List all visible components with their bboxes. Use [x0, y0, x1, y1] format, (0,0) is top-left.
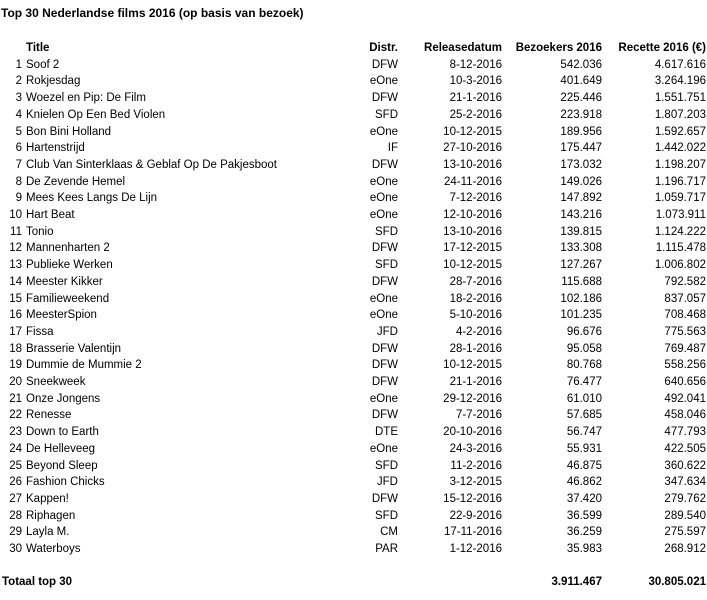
- row-title: Mannenharten 2: [26, 242, 110, 255]
- row-distributor: DTE: [375, 426, 398, 439]
- row-release-date: 25-2-2016: [449, 108, 502, 121]
- row-distributor: DFW: [371, 242, 398, 255]
- total-revenue: 30.805.021: [648, 575, 706, 588]
- row-revenue: 837.057: [664, 292, 706, 305]
- row-title: Fissa: [26, 325, 54, 338]
- table-row: [0, 541, 706, 558]
- row-revenue: 458.046: [664, 409, 706, 422]
- row-title: Dummie de Mummie 2: [26, 359, 142, 372]
- row-rank: 28: [9, 509, 22, 522]
- row-visitors: 127.267: [560, 259, 602, 272]
- row-release-date: 24-3-2016: [449, 442, 502, 455]
- row-title: Layla M.: [26, 526, 70, 539]
- row-title: Fashion Chicks: [26, 476, 105, 489]
- row-release-date: 18-2-2016: [449, 292, 502, 305]
- row-release-date: 10-12-2015: [443, 359, 502, 372]
- table-row: [0, 274, 706, 291]
- row-visitors: 35.983: [566, 543, 602, 556]
- row-rank: 18: [9, 342, 22, 355]
- table-row: [0, 207, 706, 224]
- row-distributor: eOne: [369, 125, 398, 138]
- row-title: Onze Jongens: [26, 392, 101, 405]
- row-rank: 14: [9, 275, 22, 288]
- row-rank: 3: [15, 92, 22, 105]
- row-release-date: 20-10-2016: [443, 426, 502, 439]
- row-release-date: 10-12-2015: [443, 125, 502, 138]
- row-title: Down to Earth: [26, 426, 99, 439]
- row-revenue: 792.582: [664, 275, 706, 288]
- header-visitors: Bezoekers 2016: [515, 42, 602, 54]
- row-visitors: 401.649: [560, 75, 602, 88]
- row-rank: 22: [9, 409, 22, 422]
- row-title: Rokjesdag: [26, 75, 81, 88]
- row-title: Familieweekend: [26, 292, 110, 305]
- row-distributor: eOne: [369, 292, 398, 305]
- row-release-date: 24-11-2016: [444, 175, 502, 188]
- table-row: [0, 524, 706, 541]
- row-rank: 6: [15, 142, 22, 155]
- row-distributor: eOne: [369, 209, 398, 222]
- row-revenue: 1.807.203: [654, 108, 706, 121]
- table-row: [0, 157, 706, 174]
- row-rank: 8: [15, 175, 22, 188]
- row-visitors: 115.688: [561, 275, 602, 288]
- row-distributor: DFW: [371, 492, 398, 505]
- row-rank: 29: [9, 526, 22, 539]
- row-rank: 1: [15, 58, 22, 71]
- row-title: Riphagen: [26, 509, 76, 522]
- row-revenue: 1.115.478: [655, 242, 706, 255]
- row-release-date: 10-12-2015: [443, 259, 502, 272]
- row-title: Sneekweek: [26, 376, 86, 389]
- row-visitors: 225.446: [560, 92, 602, 105]
- row-distributor: JFD: [376, 325, 398, 338]
- row-distributor: SFD: [375, 108, 398, 121]
- table-row: [0, 458, 706, 475]
- row-revenue: 1.059.717: [654, 192, 706, 205]
- row-visitors: 46.875: [566, 459, 602, 472]
- table-row: [0, 124, 706, 141]
- row-title: Bon Bini Holland: [26, 125, 112, 138]
- row-revenue: 1.551.751: [654, 92, 706, 105]
- row-release-date: 15-12-2016: [443, 492, 502, 505]
- row-release-date: 8-12-2016: [449, 58, 502, 71]
- row-release-date: 28-7-2016: [449, 275, 502, 288]
- row-revenue: 1.442.022: [654, 142, 706, 155]
- row-distributor: eOne: [369, 175, 398, 188]
- row-rank: 9: [15, 192, 22, 205]
- row-distributor: eOne: [369, 442, 398, 455]
- row-title: Knielen Op Een Bed Violen: [26, 108, 166, 121]
- table-row: [0, 307, 706, 324]
- row-visitors: 95.058: [566, 342, 602, 355]
- row-revenue: 422.505: [664, 442, 706, 455]
- row-revenue: 775.563: [664, 325, 706, 338]
- table-row: [0, 441, 706, 458]
- table-row: [0, 341, 706, 358]
- row-release-date: 21-1-2016: [449, 376, 502, 389]
- row-release-date: 13-10-2016: [443, 225, 502, 238]
- row-release-date: 7-7-2016: [455, 409, 502, 422]
- row-visitors: 80.768: [566, 359, 602, 372]
- row-distributor: eOne: [369, 392, 398, 405]
- row-title: MeesterSpion: [26, 309, 97, 322]
- row-rank: 4: [15, 108, 22, 121]
- row-rank: 13: [9, 259, 22, 272]
- table-row: [0, 140, 706, 157]
- row-rank: 2: [15, 75, 22, 88]
- row-title: Hartenstrijd: [26, 142, 85, 155]
- row-visitors: 147.892: [560, 192, 602, 205]
- table-row: [0, 291, 706, 308]
- row-visitors: 36.599: [566, 509, 602, 522]
- row-revenue: 279.762: [664, 492, 706, 505]
- row-distributor: DFW: [371, 359, 398, 372]
- spacer-row: [0, 558, 706, 574]
- row-title: Waterboys: [26, 543, 81, 556]
- row-release-date: 12-10-2016: [443, 209, 502, 222]
- row-visitors: 46.862: [566, 476, 602, 489]
- total-label: Totaal top 30: [2, 575, 73, 588]
- row-distributor: eOne: [369, 309, 398, 322]
- row-visitors: 175.447: [560, 142, 602, 155]
- row-revenue: 3.264.196: [654, 75, 706, 88]
- row-revenue: 1.073.911: [655, 209, 706, 222]
- row-visitors: 173.032: [560, 158, 602, 171]
- table-row: [0, 257, 706, 274]
- row-rank: 12: [9, 242, 22, 255]
- row-distributor: DFW: [371, 158, 398, 171]
- row-title: Mees Kees Langs De Lijn: [26, 192, 158, 205]
- table-body: [0, 57, 706, 558]
- header-distr: Distr.: [369, 42, 398, 54]
- row-title: Woezel en Pip: De Film: [26, 92, 146, 105]
- row-title: Hart Beat: [26, 209, 75, 222]
- row-rank: 27: [9, 492, 22, 505]
- row-revenue: 1.592.657: [654, 125, 706, 138]
- table-row: [0, 73, 706, 90]
- row-distributor: IF: [387, 142, 398, 155]
- row-rank: 19: [9, 359, 22, 372]
- header-revenue: Recette 2016 (€): [618, 42, 706, 54]
- header-title: Title: [26, 42, 50, 54]
- row-visitors: 57.685: [566, 409, 602, 422]
- row-visitors: 101.235: [560, 309, 602, 322]
- row-rank: 16: [9, 309, 22, 322]
- row-release-date: 10-3-2016: [449, 75, 502, 88]
- row-distributor: SFD: [375, 459, 398, 472]
- row-release-date: 5-10-2016: [449, 309, 502, 322]
- row-release-date: 11-2-2016: [450, 459, 502, 472]
- row-release-date: 7-12-2016: [449, 192, 502, 205]
- table-row: [0, 474, 706, 491]
- row-distributor: DFW: [371, 409, 398, 422]
- row-visitors: 36.259: [566, 526, 602, 539]
- table-row: [0, 391, 706, 408]
- row-distributor: SFD: [375, 225, 398, 238]
- row-title: Club Van Sinterklaas & Geblaf Op De Pakjesboot: [26, 158, 278, 171]
- row-rank: 24: [9, 442, 22, 455]
- row-visitors: 149.026: [560, 175, 602, 188]
- row-rank: 10: [9, 209, 22, 222]
- table-row: [0, 107, 706, 124]
- table-row: [0, 190, 706, 207]
- row-rank: 7: [15, 158, 22, 171]
- row-visitors: 189.956: [560, 125, 602, 138]
- row-title: Meester Kikker: [26, 275, 103, 288]
- row-visitors: 542.036: [560, 58, 602, 71]
- row-rank: 21: [9, 392, 22, 405]
- row-revenue: 1.198.207: [654, 158, 706, 171]
- row-revenue: 708.468: [664, 309, 706, 322]
- header-row: [0, 40, 706, 57]
- row-release-date: 21-1-2016: [449, 92, 502, 105]
- table-row: [0, 324, 706, 341]
- row-revenue: 477.793: [664, 426, 706, 439]
- row-revenue: 1.196.717: [654, 175, 706, 188]
- row-title: De Helleveeg: [26, 442, 96, 455]
- table-row: [0, 224, 706, 241]
- row-visitors: 61.010: [566, 392, 602, 405]
- table-row: [0, 357, 706, 374]
- row-title: Brasserie Valentijn: [26, 342, 122, 355]
- row-rank: 30: [9, 543, 22, 556]
- table-row: [0, 407, 706, 424]
- row-visitors: 223.918: [560, 108, 602, 121]
- row-title: Tonio: [26, 225, 54, 238]
- row-revenue: 289.540: [664, 509, 706, 522]
- row-visitors: 102.186: [560, 292, 602, 305]
- row-revenue: 360.622: [664, 459, 706, 472]
- row-distributor: DFW: [371, 275, 398, 288]
- row-release-date: 4-2-2016: [455, 325, 502, 338]
- table-row: [0, 491, 706, 508]
- row-revenue: 347.634: [664, 476, 706, 489]
- row-visitors: 56.747: [566, 426, 602, 439]
- row-distributor: DFW: [371, 342, 398, 355]
- header-release-date: Releasedatum: [424, 42, 502, 54]
- row-rank: 5: [15, 125, 22, 138]
- row-title: Soof 2: [26, 58, 60, 71]
- row-release-date: 29-12-2016: [443, 392, 502, 405]
- row-visitors: 133.308: [560, 242, 602, 255]
- header-rank: [0, 40, 24, 57]
- row-distributor: CM: [380, 526, 398, 539]
- row-distributor: DFW: [371, 376, 398, 389]
- row-distributor: SFD: [375, 259, 398, 272]
- row-distributor: PAR: [375, 543, 398, 556]
- row-title: Kappen!: [26, 492, 69, 505]
- total-row: [0, 574, 706, 591]
- table-row: [0, 90, 706, 107]
- row-title: De Zevende Hemel: [26, 175, 126, 188]
- row-distributor: DFW: [371, 58, 398, 71]
- films-table: [0, 40, 706, 591]
- row-visitors: 55.931: [566, 442, 602, 455]
- row-release-date: 27-10-2016: [443, 142, 502, 155]
- row-revenue: 1.124.222: [654, 225, 706, 238]
- row-revenue: 4.617.616: [654, 58, 706, 71]
- table-row: [0, 57, 706, 74]
- total-visitors: 3.911.467: [551, 575, 602, 588]
- table-row: [0, 374, 706, 391]
- row-revenue: 1.006.802: [654, 259, 706, 272]
- row-rank: 20: [9, 376, 22, 389]
- table-row: [0, 240, 706, 257]
- row-rank: 15: [9, 292, 22, 305]
- row-revenue: 640.656: [664, 376, 706, 389]
- row-distributor: eOne: [369, 75, 398, 88]
- row-release-date: 3-12-2015: [449, 476, 502, 489]
- row-release-date: 28-1-2016: [449, 342, 502, 355]
- row-release-date: 22-9-2016: [449, 509, 502, 522]
- row-release-date: 13-10-2016: [443, 158, 502, 171]
- row-rank: 11: [10, 225, 22, 238]
- row-visitors: 143.216: [560, 209, 602, 222]
- table-row: [0, 424, 706, 441]
- row-distributor: JFD: [376, 476, 398, 489]
- row-visitors: 96.676: [566, 325, 602, 338]
- row-visitors: 76.477: [566, 376, 602, 389]
- row-title: Renesse: [26, 409, 72, 422]
- row-title: Beyond Sleep: [26, 459, 98, 472]
- row-distributor: SFD: [375, 509, 398, 522]
- row-revenue: 268.912: [664, 543, 706, 556]
- row-rank: 25: [9, 459, 22, 472]
- row-revenue: 492.041: [664, 392, 706, 405]
- row-title: Publieke Werken: [26, 259, 113, 272]
- table-row: [0, 508, 706, 525]
- row-release-date: 17-12-2015: [443, 242, 502, 255]
- row-visitors: 139.815: [560, 225, 602, 238]
- sheet-title: Top 30 Nederlandse films 2016 (op basis van bezoek): [1, 6, 304, 20]
- row-rank: 23: [9, 426, 22, 439]
- row-revenue: 769.487: [664, 342, 706, 355]
- row-release-date: 17-11-2016: [444, 526, 502, 539]
- row-revenue: 275.597: [664, 526, 706, 539]
- row-rank: 17: [9, 325, 22, 338]
- row-release-date: 1-12-2016: [449, 543, 502, 556]
- table-row: [0, 174, 706, 191]
- row-revenue: 558.256: [664, 359, 706, 372]
- row-rank: 26: [9, 476, 22, 489]
- row-visitors: 37.420: [566, 492, 602, 505]
- row-distributor: eOne: [369, 192, 398, 205]
- row-distributor: DFW: [371, 92, 398, 105]
